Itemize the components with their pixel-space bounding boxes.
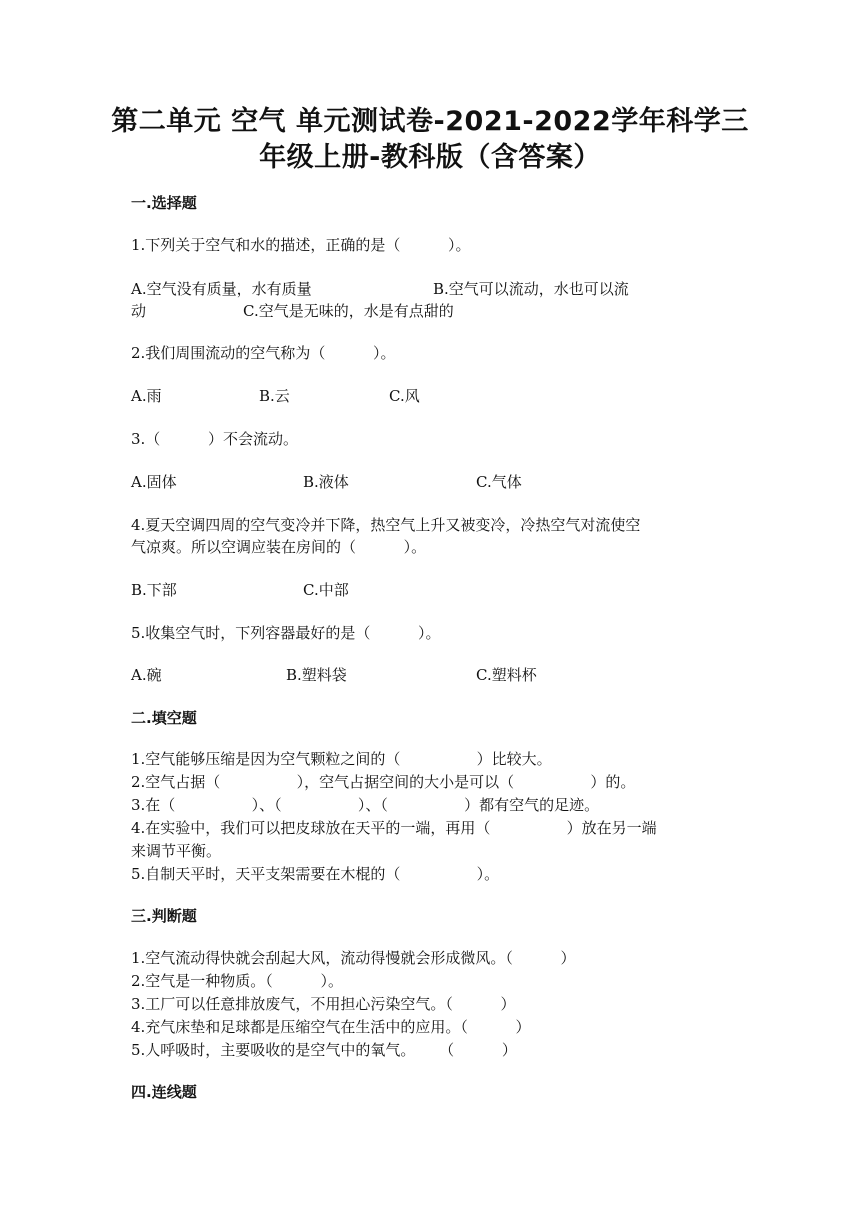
judge-item: 3.工厂可以任意排放废气，不用担心污染空气。（ ）: [131, 995, 516, 1013]
question-4-stem-line-2: 气凉爽。所以空调应装在房间的（ ）。: [131, 538, 427, 556]
section-heading-match: 四.连线题: [131, 1083, 197, 1101]
section-heading-judge: 三.判断题: [131, 907, 197, 925]
section-heading-choice: 一.选择题: [131, 194, 197, 212]
document-title-line-1: 第二单元 空气 单元测试卷-2021-2022学年科学三: [111, 106, 749, 137]
question-3-option-b: B.液体: [303, 473, 349, 491]
question-2-stem: 2.我们周围流动的空气称为（ ）。: [131, 344, 396, 362]
question-3-option-a: A.固体: [131, 473, 177, 491]
question-5-option-b: B.塑料袋: [286, 666, 347, 684]
fill-item: 4.在实验中，我们可以把皮球放在天平的一端，再用（ ）放在另一端: [131, 819, 657, 837]
fill-item-continued: 来调节平衡。: [131, 842, 222, 860]
question-1-option-a: A.空气没有质量，水有质量: [131, 280, 312, 298]
fill-item: 1.空气能够压缩是因为空气颗粒之间的（ ）比较大。: [131, 750, 552, 768]
judge-item: 2.空气是一种物质。（ ）。: [131, 972, 343, 990]
question-4-option-b: B.下部: [131, 581, 177, 599]
question-3-stem: 3.（ ）不会流动。: [131, 430, 298, 448]
fill-item: 2.空气占据（ ），空气占据空间的大小是可以（ ）的。: [131, 773, 636, 791]
question-1-stem: 1.下列关于空气和水的描述，正确的是（ ）。: [131, 236, 471, 254]
question-2-option-b: B.云: [259, 387, 290, 405]
judge-item: 4.充气床垫和足球都是压缩空气在生活中的应用。（ ）: [131, 1018, 531, 1036]
question-1-option-c: C.空气是无味的，水是有点甜的: [243, 302, 454, 320]
section-heading-fill: 二.填空题: [131, 709, 197, 727]
judge-item: 1.空气流动得快就会刮起大风，流动得慢就会形成微风。（ ）: [131, 949, 576, 967]
question-4-stem-line-1: 4.夏天空调四周的空气变冷并下降，热空气上升又被变冷，冷热空气对流使空: [131, 516, 641, 534]
document-title-line-2: 年级上册-教科版（含答案）: [259, 142, 601, 173]
question-4-option-c: C.中部: [303, 581, 349, 599]
question-5-option-a: A.碗: [131, 666, 162, 684]
question-1-option-b-continued: 动: [131, 302, 147, 320]
question-5-option-c: C.塑料杯: [476, 666, 537, 684]
question-1-option-b: B.空气可以流动，水也可以流: [433, 280, 629, 298]
fill-item: 5.自制天平时，天平支架需要在木棍的（ ）。: [131, 865, 500, 883]
fill-item: 3.在（ ）、（ ）、（ ）都有空气的足迹。: [131, 796, 600, 814]
question-3-option-c: C.气体: [476, 473, 522, 491]
question-2-option-c: C.风: [389, 387, 420, 405]
judge-item: 5.人呼吸时，主要吸收的是空气中的氧气。 （ ）: [131, 1041, 517, 1059]
question-5-stem: 5.收集空气时，下列容器最好的是（ ）。: [131, 624, 441, 642]
question-2-option-a: A.雨: [131, 387, 162, 405]
